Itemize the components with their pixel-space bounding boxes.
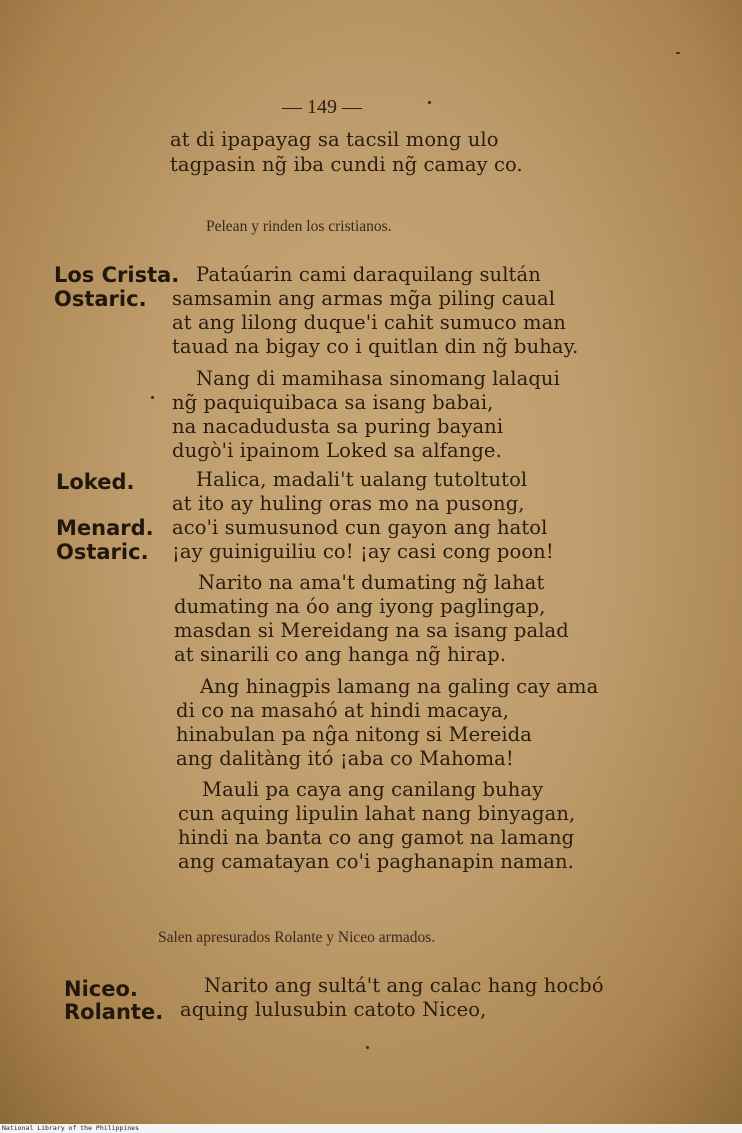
speaker-label: Ostaric. (54, 287, 147, 311)
stage-direction: Pelean y rinden los cristianos. (206, 218, 392, 235)
verse-line: Ang hinagpis lamang na galing cay ama (200, 675, 599, 698)
verse-line: tauad na bigay co i quitlan din ng̃ buhay. (172, 335, 579, 358)
paper-speck (151, 396, 154, 399)
verse-line: Halica, madali't ualang tutoltutol (196, 468, 528, 491)
verse-line: aquing lulusubin catoto Niceo, (180, 998, 487, 1021)
verse-line: di co na masahó at hindi macaya, (176, 699, 510, 722)
verse-line: samsamin ang armas mg̃a piling caual (172, 287, 556, 310)
verse-line: ang camatayan co'i paghanapin naman. (178, 850, 574, 873)
verse-line: cun aquing lipulin lahat nang binyagan, (178, 802, 576, 825)
verse-line: ¡ay guiniguiliu co! ¡ay casi cong poon! (172, 540, 554, 563)
verse-line: at ang lilong duque'i cahit sumuco man (172, 311, 566, 334)
speaker-label: Ostaric. (56, 540, 149, 564)
verse-line: hindi na banta co ang gamot na lamang (178, 826, 575, 849)
paper-speck (676, 52, 680, 54)
speaker-label: Rolante. (64, 1000, 164, 1024)
verse-line: hinabulan pa nĝa nitong si Mereida (176, 723, 532, 746)
paper-speck (428, 101, 431, 104)
verse-line: Pataúarin cami daraquilang sultán (196, 263, 541, 286)
verse-line: Mauli pa caya ang canilang buhay (202, 778, 544, 801)
verse-line: tagpasin ng̃ iba cundi ng̃ camay co. (170, 153, 523, 176)
verse-line: masdan si Mereidang na sa isang palad (174, 619, 569, 642)
verse-line: dumating na óo ang iyong paglingap, (174, 595, 546, 618)
verse-line: aco'i sumusunod cun gayon ang hatol (172, 516, 548, 539)
verse-line: Nang di mamihasa sinomang lalaqui (196, 367, 560, 390)
speaker-label: Menard. (56, 516, 154, 540)
stage-direction: Salen apresurados Rolante y Niceo armados. (158, 929, 436, 946)
verse-line: at sinarili co ang hanga ng̃ hirap. (174, 643, 507, 666)
verse-line: Narito na ama't dumating ng̃ lahat (198, 571, 545, 594)
verse-line: ng̃ paquiquibaca sa isang babai, (172, 391, 494, 414)
verse-line: na nacadudusta sa puring bayani (172, 415, 504, 438)
speaker-label: Loked. (56, 470, 135, 494)
page-number: — 149 — (282, 96, 362, 118)
verse-line: Narito ang sultá't ang calac hang hocbó (204, 974, 604, 997)
speaker-label: Niceo. (64, 977, 138, 1001)
library-credit: National Library of the Philippines (2, 1124, 139, 1132)
paper-speck (366, 1046, 369, 1049)
speaker-label: Los Crista. (54, 263, 180, 287)
verse-line: dugò'i ipainom Loked sa alfange. (172, 439, 502, 462)
verse-line: ang dalitàng itó ¡aba co Mahoma! (176, 747, 514, 770)
verse-line: at di ipapayag sa tacsil mong ulo (170, 128, 499, 151)
verse-line: at ito ay huling oras mo na pusong, (172, 492, 525, 515)
